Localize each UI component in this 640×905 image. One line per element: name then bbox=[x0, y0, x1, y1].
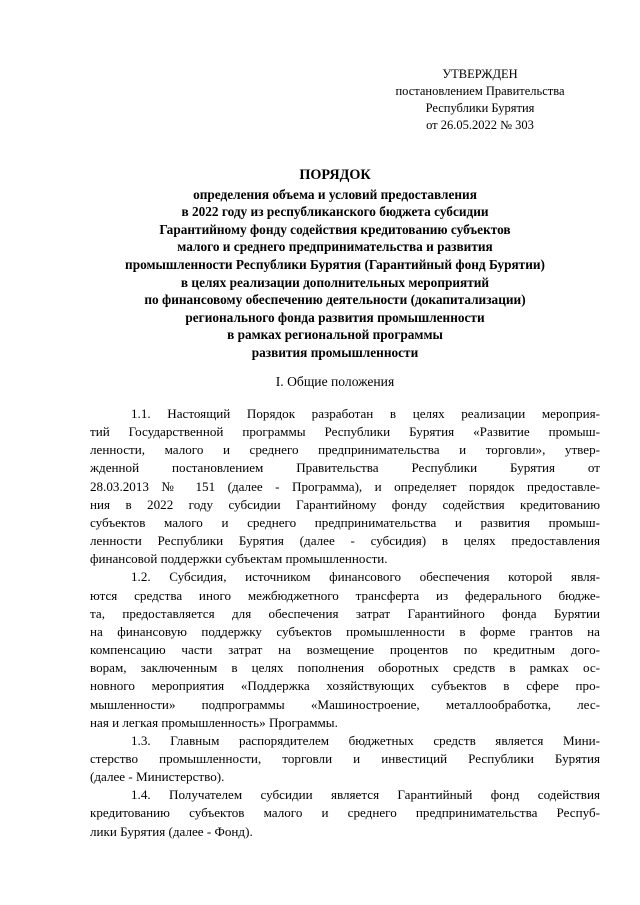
title-main: ПОРЯДОК bbox=[299, 167, 371, 183]
text-line: ленности, малого и среднего предпринимательства и торговли», утвер- bbox=[90, 442, 600, 458]
title-line: в 2022 году из республиканского бюджета субсидии bbox=[181, 204, 489, 220]
text-line: компенсацию части затрат на возмещение процентов по кредитным дого- bbox=[90, 642, 600, 658]
text-line: новного мероприятия «Поддержка хозяйствующих субъектов в сфере про- bbox=[90, 678, 600, 694]
text-line: на финансовую поддержку субъектов промышленности в форме грантов на bbox=[90, 623, 600, 639]
text-line: финансовой поддержки субъектам промышленности. bbox=[90, 551, 388, 567]
text-line: жденной постановлением Правительства Республики Бурятия от bbox=[90, 460, 600, 476]
paragraph-1-3 bbox=[90, 732, 600, 786]
title-line: Гарантийному фонду содействия кредитованию субъектов bbox=[159, 221, 511, 237]
title-line: промышленности Республики Бурятия (Гарантийный фонд Бурятии) bbox=[125, 256, 545, 272]
text-line: тий Государственной программы Республики Бурятия «Развитие промыш- bbox=[90, 424, 600, 440]
title-line: развития промышленности bbox=[251, 344, 419, 360]
paragraph-1-1 bbox=[90, 405, 600, 568]
text-line: стерство промышленности, торговли и инвестиций Республики Бурятия bbox=[90, 750, 600, 766]
text-line: ются средства иного межбюджетного трансферта из федерального бюдже- bbox=[90, 587, 600, 603]
title-line: малого и среднего предпринимательства и развития bbox=[177, 239, 493, 255]
text-line: 1.2. Субсидия, источником финансового обеспечения которой явля- bbox=[131, 569, 600, 585]
text-line: ворам, заключенным в целях пополнения оборотных средств в рамках ос- bbox=[90, 660, 600, 676]
text-line: мышленности» подпрограммы «Машиностроение, металлообработка, лес- bbox=[90, 696, 600, 712]
approval-line: постановлением Правительства bbox=[395, 84, 565, 98]
section-heading: I. Общие положения bbox=[275, 374, 395, 389]
document-body bbox=[90, 405, 600, 841]
text-line: кредитованию субъектов малого и среднего предпринимательства Респуб- bbox=[90, 805, 600, 821]
text-line: 1.4. Получателем субсидии является Гарантийный фонд содействия bbox=[131, 787, 600, 803]
title-line: регионального фонда развития промышленности bbox=[185, 309, 485, 325]
title-line: в рамках региональной программы bbox=[227, 327, 443, 343]
title-line: в целях реализации дополнительных мероприятий bbox=[180, 274, 490, 290]
document-title bbox=[80, 167, 590, 362]
approval-line: Республики Бурятия bbox=[425, 101, 535, 115]
approval-stamp bbox=[380, 66, 580, 134]
text-line: субъектов малого и среднего предпринимательства и развития промыш- bbox=[90, 514, 600, 530]
text-line: 1.3. Главным распорядителем бюджетных средств является Мини- bbox=[131, 732, 600, 748]
text-line: та, предоставляется для обеспечения затрат Гарантийного фонда Бурятии bbox=[90, 605, 600, 621]
title-line: определения объема и условий предоставления bbox=[193, 186, 477, 202]
text-line: 1.1. Настоящий Порядок разработан в целях реализации мероприя- bbox=[131, 406, 600, 421]
text-line: лики Бурятия (далее - Фонд). bbox=[90, 823, 253, 839]
text-line: 28.03.2013 № 151 (далее - Программа), и определяет порядок предоставле- bbox=[90, 478, 600, 494]
title-line: по финансовому обеспечению деятельности (докапитализации) bbox=[144, 292, 526, 308]
text-line: ния в 2022 году субсидии Гарантийному фонду содействия кредитованию bbox=[90, 496, 600, 512]
text-line: ная и легкая промышленность» Программы. bbox=[90, 714, 338, 730]
approval-line: УТВЕРЖДЕН bbox=[442, 67, 518, 81]
paragraph-1-4 bbox=[90, 786, 600, 840]
text-line: (далее - Министерство). bbox=[90, 769, 225, 785]
paragraph-1-2 bbox=[90, 568, 600, 731]
text-line: ленности Республики Бурятия (далее - субсидия) в целях предоставления bbox=[90, 533, 600, 549]
approval-line: от 26.05.2022 № 303 bbox=[426, 118, 534, 132]
